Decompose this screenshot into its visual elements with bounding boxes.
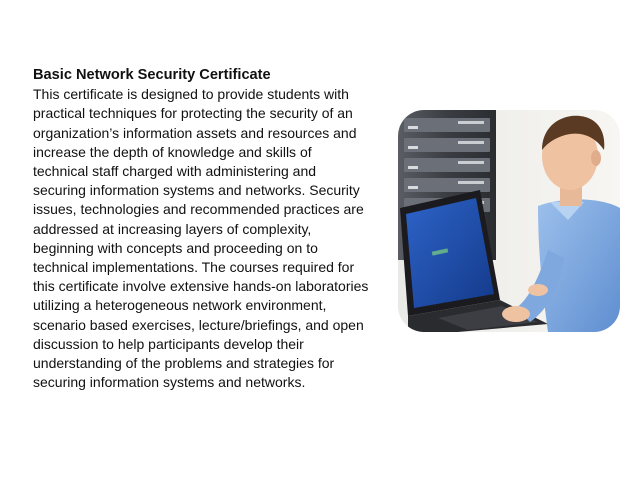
body-line: this certificate involve extensive hands-on laboratories: [33, 278, 369, 295]
body-line: utilizing a heterogeneous network environment,: [33, 297, 327, 314]
body-line: addressed at increasing layers of complexity,: [33, 220, 312, 237]
body-line: securing information systems and networks. Security: [33, 182, 360, 199]
body-line: discussion to help participants develop their: [33, 335, 304, 352]
body-line: increase the depth of knowledge and skills of: [33, 143, 312, 160]
body-line: This certificate is designed to provide students with: [33, 86, 349, 103]
body-line: technical implementations. The courses required for: [33, 259, 355, 276]
body-line: practical techniques for protecting the security of an: [33, 105, 353, 122]
body-line: scenario based exercises, lecture/briefings, and open: [33, 316, 364, 333]
certificate-title: Basic Network Security Certificate: [33, 67, 271, 83]
body-line: issues, technologies and recommended practices are: [33, 201, 364, 218]
certificate-description: [33, 66, 393, 392]
body-line: organization’s information assets and resources and: [33, 124, 357, 141]
body-line: beginning with concepts and proceeding on to: [33, 239, 318, 256]
body-line: securing information systems and networks.: [33, 374, 306, 391]
body-line: understanding of the problems and strategies for: [33, 355, 335, 372]
technician-at-server-rack-photo: [398, 110, 620, 332]
body-line: technical staff charged with administering and: [33, 163, 317, 180]
